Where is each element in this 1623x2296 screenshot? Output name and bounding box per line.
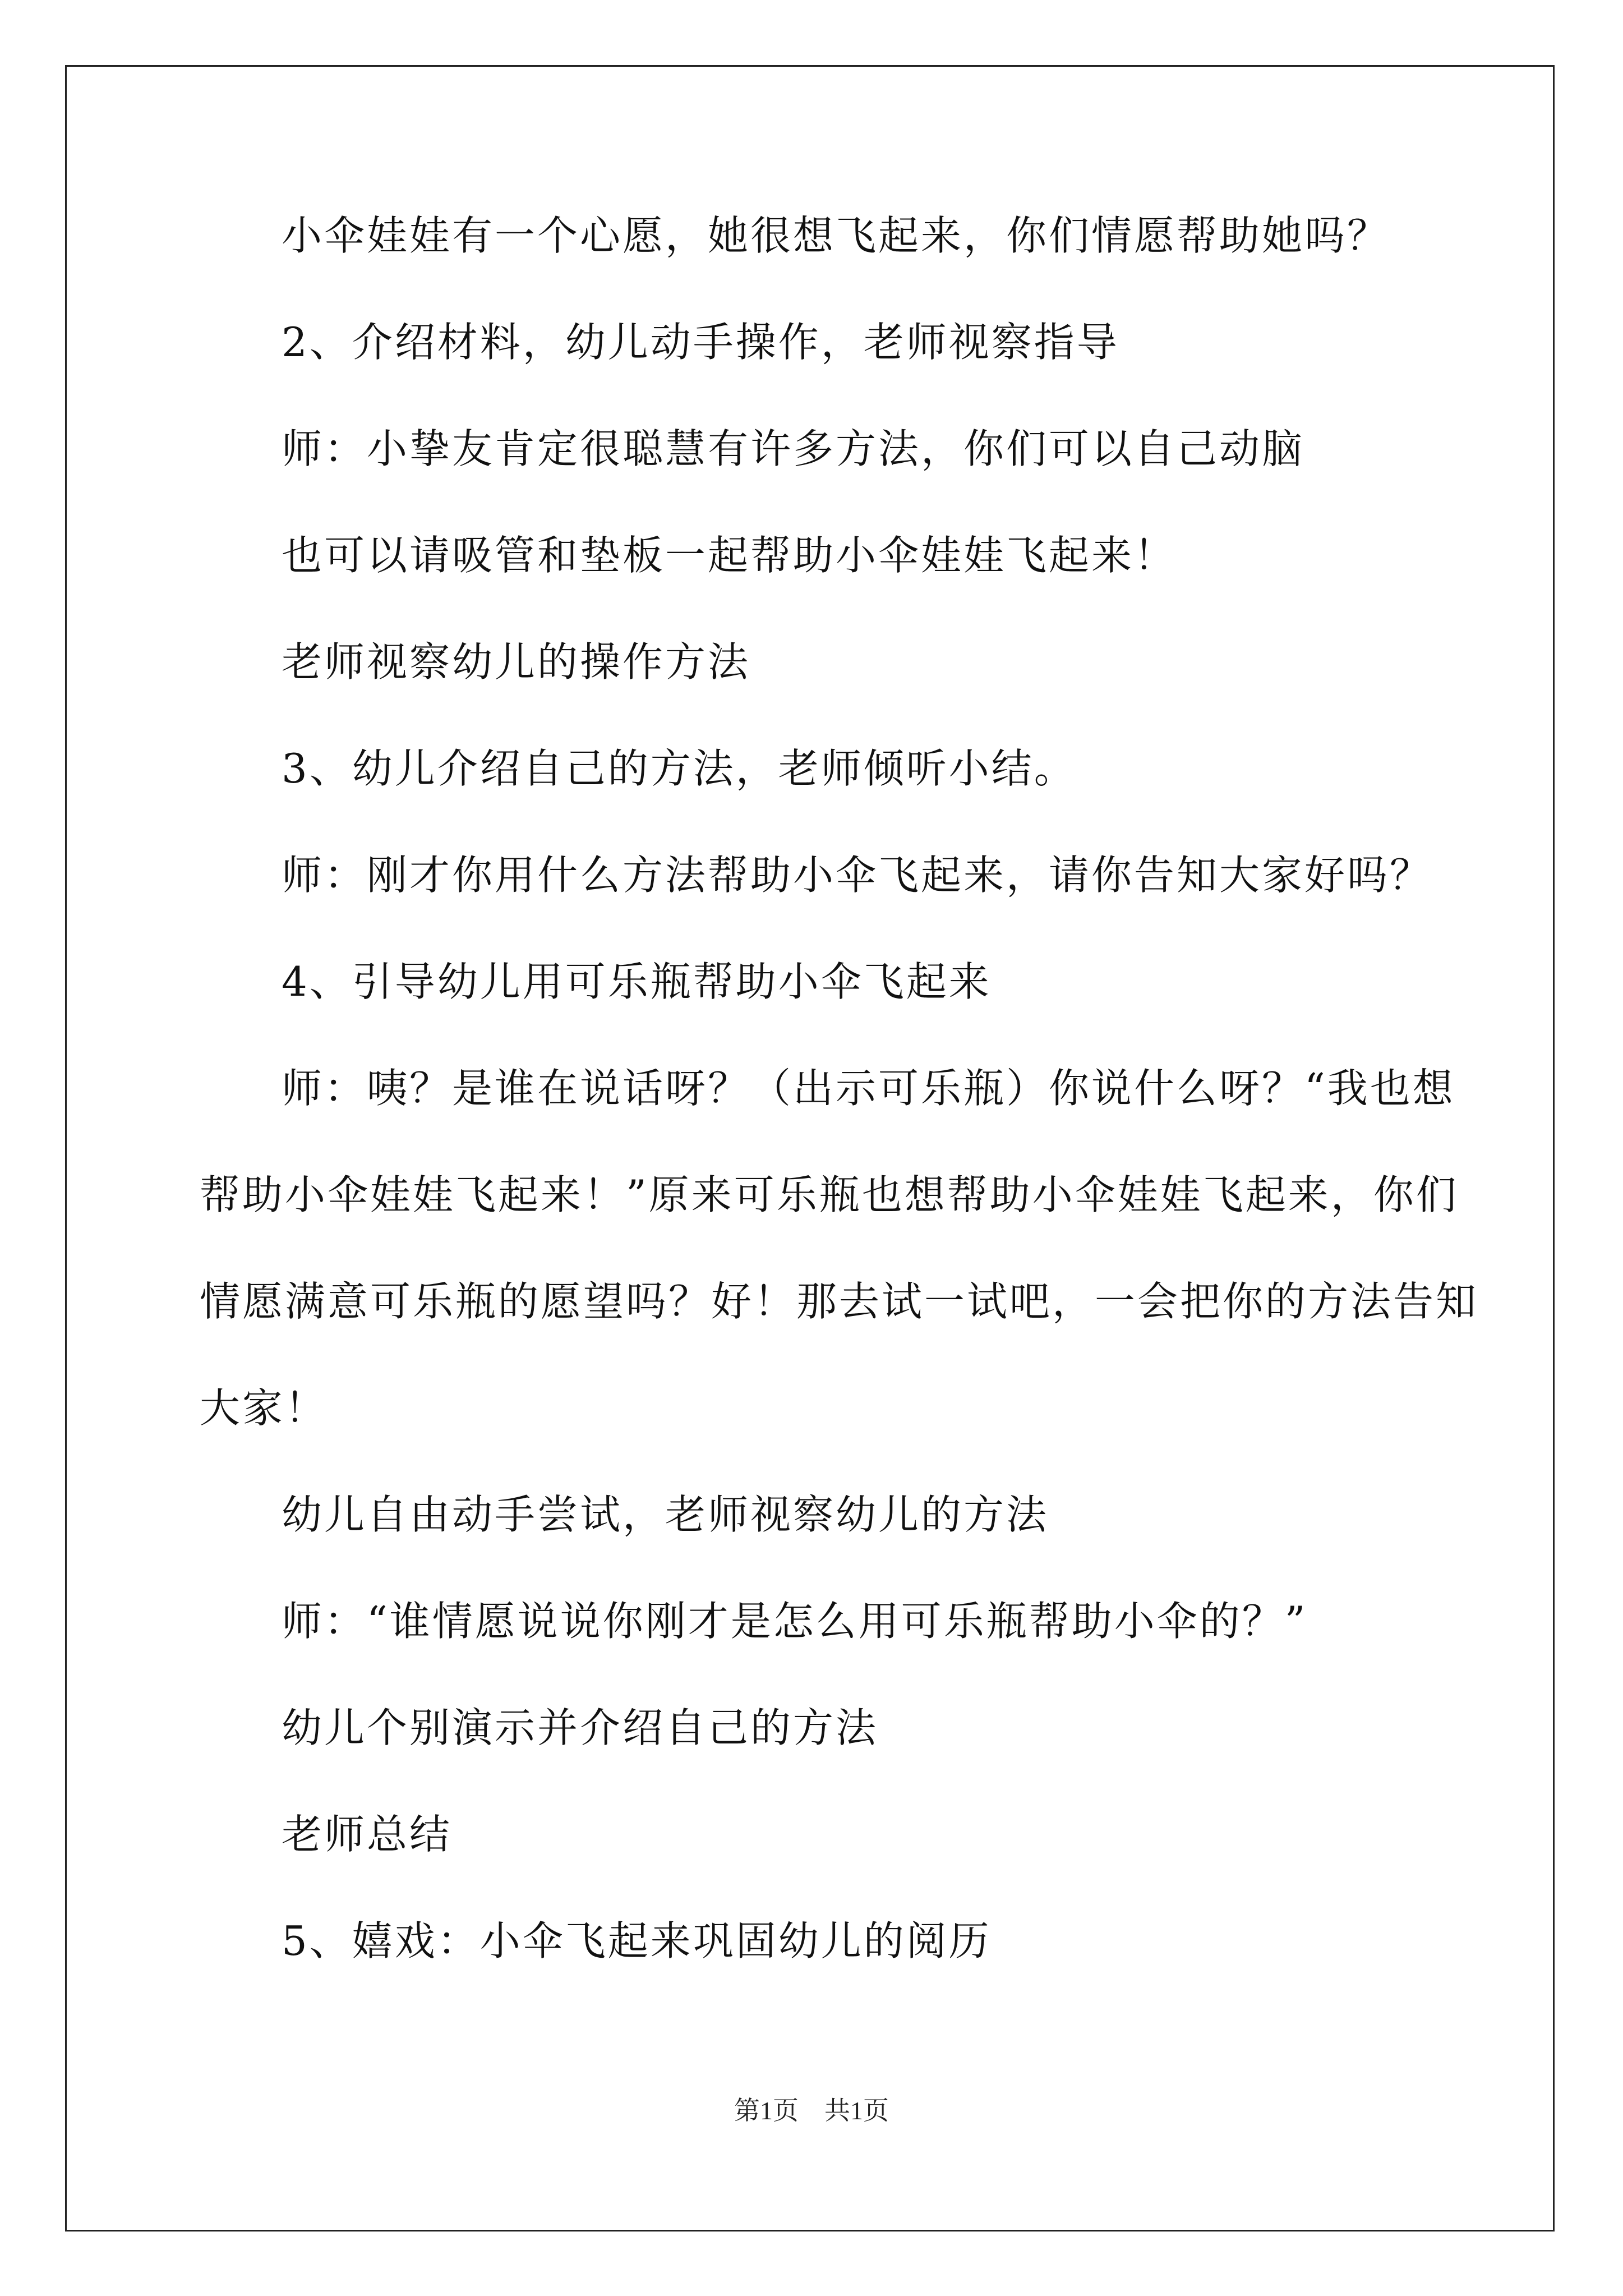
paragraph: 幼儿自由动手尝试，老师视察幼儿的方法 <box>282 1491 1049 1538</box>
paragraph: 师：刚才你用什么方法帮助小伞飞起来，请你告知大家好吗？ <box>282 852 1433 899</box>
paragraph: 老师视察幼儿的操作方法 <box>282 638 751 685</box>
paragraph: 帮助小伞娃娃飞起来！”原来可乐瓶也想帮助小伞娃娃飞起来，你们 <box>200 1171 1459 1218</box>
paragraph: 4、引导幼儿用可乐瓶帮助小伞飞起来 <box>282 958 992 1005</box>
paragraph: 小伞娃娃有一个心愿，她很想飞起来，你们情愿帮助她吗？ <box>282 212 1390 259</box>
paragraph: 师：“谁情愿说说你刚才是怎么用可乐瓶帮助小伞的？” <box>282 1598 1308 1645</box>
paragraph: 5、嬉戏：小伞飞起来巩固幼儿的阅历 <box>282 1917 992 1964</box>
paragraph: 师：小挚友肯定很聪慧有许多方法，你们可以自己动脑 <box>282 425 1305 472</box>
paragraph: 情愿满意可乐瓶的愿望吗？好！那去试一试吧，一会把你的方法告知 <box>200 1278 1479 1325</box>
paragraph: 3、幼儿介绍自己的方法，老师倾听小结。 <box>282 745 1077 792</box>
page-number-footer: 第1页 共1页 <box>734 2096 889 2125</box>
paragraph: 大家！ <box>200 1384 328 1432</box>
paragraph: 老师总结 <box>282 1811 453 1858</box>
paragraph: 师：咦？是谁在说话呀？（出示可乐瓶）你说什么呀？“我也想 <box>282 1065 1455 1112</box>
page-border <box>65 65 1555 2231</box>
paragraph: 幼儿个别演示并介绍自己的方法 <box>282 1704 879 1751</box>
paragraph: 2、介绍材料，幼儿动手操作，老师视察指导 <box>282 319 1119 366</box>
paragraph: 也可以请吸管和垫板一起帮助小伞娃娃飞起来！ <box>282 532 1177 579</box>
